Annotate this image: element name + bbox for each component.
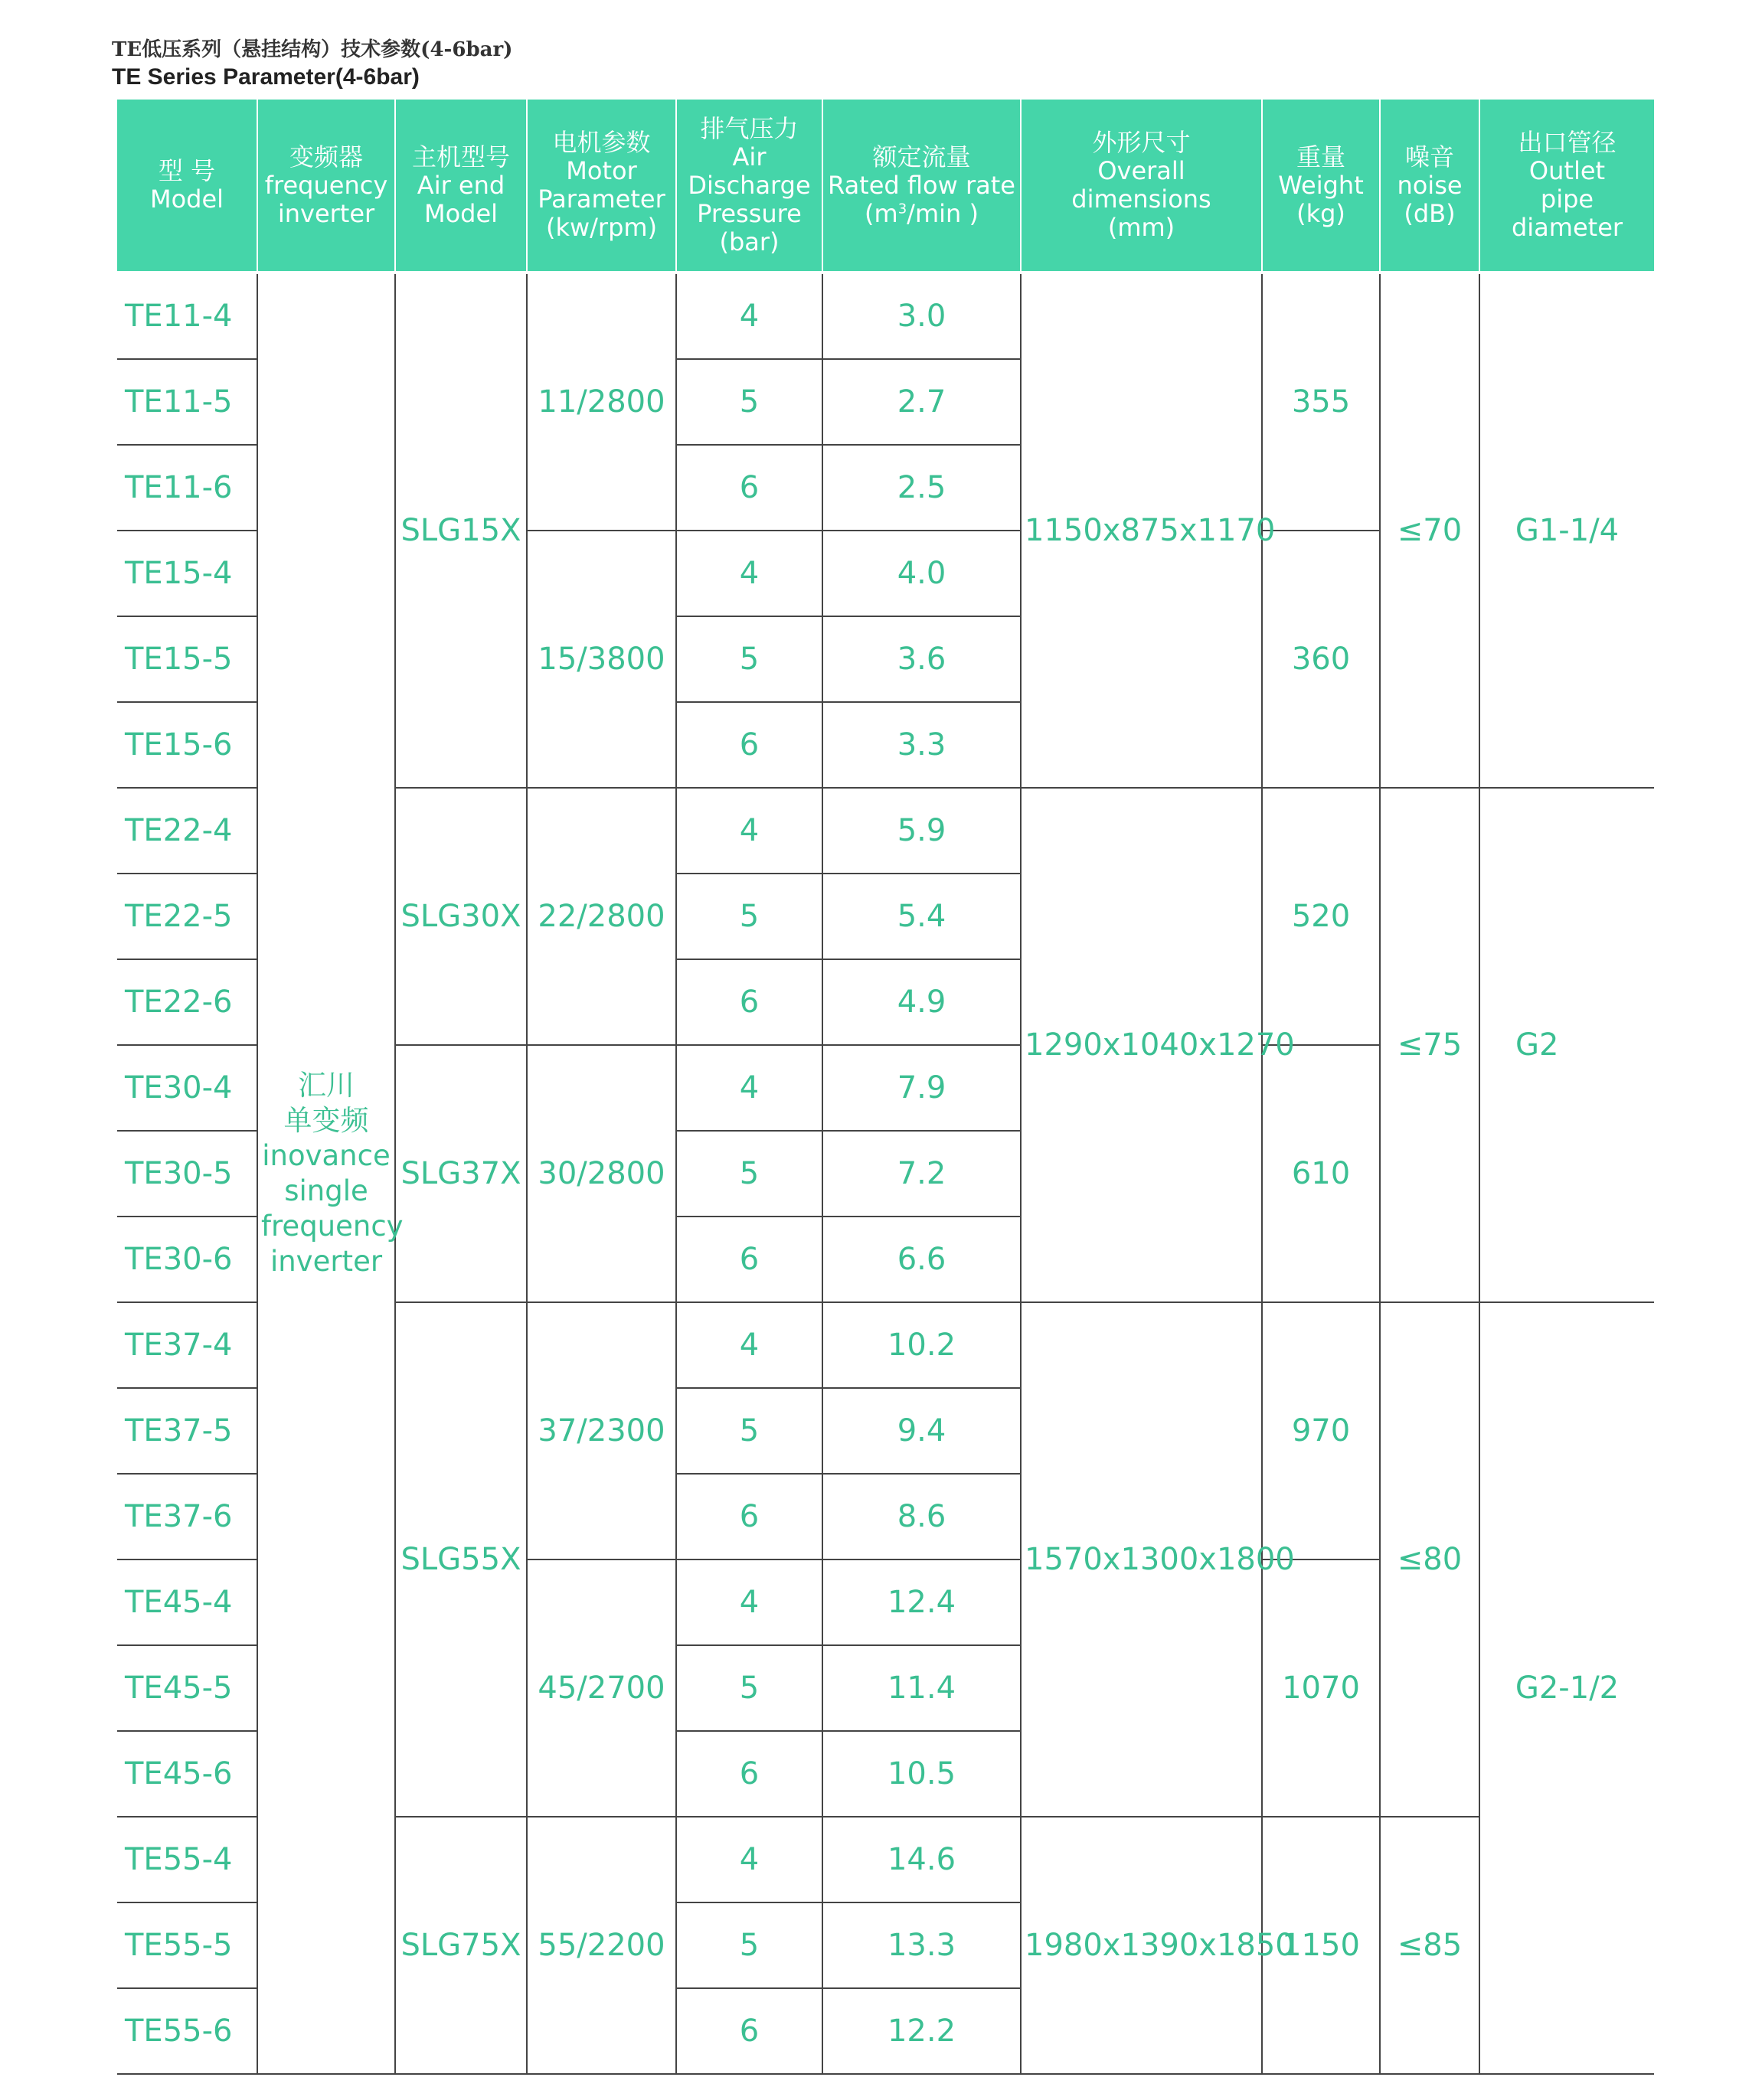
dimensions-cell: 1570x1300x1800 — [1021, 1302, 1262, 1817]
model-cell: TE22-5 — [117, 874, 257, 959]
pressure-cell: 5 — [676, 359, 822, 445]
outlet-cell: G1-1/4 — [1479, 273, 1654, 788]
noise-cell: ≤80 — [1380, 1302, 1479, 1817]
flow-cell: 10.2 — [822, 1302, 1021, 1388]
flow-cell: 12.2 — [822, 1988, 1021, 2074]
flow-cell: 11.4 — [822, 1645, 1021, 1731]
pressure-cell: 5 — [676, 616, 822, 702]
dimensions-cell: 1150x875x1170 — [1021, 273, 1262, 788]
table-row — [117, 273, 1654, 359]
noise-cell: ≤75 — [1380, 788, 1479, 1302]
air-end-cell: SLG15X — [395, 273, 527, 788]
flow-cell: 3.6 — [822, 616, 1021, 702]
outlet-cell: G2 — [1479, 788, 1654, 1302]
header-flow: 额定流量 Rated flow rate ($m^3/\min$ ) — [822, 100, 1021, 273]
pressure-cell: 5 — [676, 1388, 822, 1474]
model-cell: TE30-4 — [117, 1045, 257, 1131]
flow-cell: 10.5 — [822, 1731, 1021, 1817]
pressure-cell: 6 — [676, 1731, 822, 1817]
weight-cell: 520 — [1262, 788, 1380, 1045]
flow-cell: 14.6 — [822, 1817, 1021, 1902]
pressure-cell: 4 — [676, 1045, 822, 1131]
flow-cell: 5.4 — [822, 874, 1021, 959]
model-cell: TE37-5 — [117, 1388, 257, 1474]
model-cell: TE11-5 — [117, 359, 257, 445]
motor-cell: 37/2300 — [527, 1302, 676, 1559]
pressure-cell: 5 — [676, 874, 822, 959]
weight-cell: 970 — [1262, 1302, 1380, 1559]
pressure-cell: 6 — [676, 959, 822, 1045]
weight-cell: 1150 — [1262, 1817, 1380, 2074]
model-cell: TE45-5 — [117, 1645, 257, 1731]
parameter-table — [117, 100, 1654, 2075]
pressure-cell: 4 — [676, 531, 822, 616]
model-cell: TE15-6 — [117, 702, 257, 788]
motor-cell: 55/2200 — [527, 1817, 676, 2074]
air-end-cell: SLG37X — [395, 1045, 527, 1302]
flow-cell: 9.4 — [822, 1388, 1021, 1474]
model-cell: TE55-6 — [117, 1988, 257, 2074]
flow-cell: 3.0 — [822, 273, 1021, 359]
page-title-english: TE Series Parameter(4-6bar) — [112, 64, 420, 90]
model-cell: TE22-4 — [117, 788, 257, 874]
flow-cell: 8.6 — [822, 1474, 1021, 1559]
motor-cell: 11/2800 — [527, 273, 676, 531]
pressure-cell: 5 — [676, 1131, 822, 1217]
model-cell: TE45-6 — [117, 1731, 257, 1817]
model-cell: TE30-5 — [117, 1131, 257, 1217]
header-noise: 噪音 noise (dB) — [1380, 100, 1479, 273]
model-cell: TE11-6 — [117, 445, 257, 531]
flow-cell: 7.9 — [822, 1045, 1021, 1131]
dimensions-cell: 1980x1390x1850 — [1021, 1817, 1262, 2074]
flow-cell: 5.9 — [822, 788, 1021, 874]
pressure-cell: 6 — [676, 1988, 822, 2074]
pressure-cell: 4 — [676, 273, 822, 359]
air-end-cell: SLG55X — [395, 1302, 527, 1817]
pressure-cell: 4 — [676, 788, 822, 874]
motor-cell: 15/3800 — [527, 531, 676, 788]
weight-cell: 1070 — [1262, 1559, 1380, 1817]
pressure-cell: 6 — [676, 445, 822, 531]
outlet-cell: G2-1/2 — [1479, 1302, 1654, 2074]
pressure-cell: 5 — [676, 1645, 822, 1731]
flow-cell: 6.6 — [822, 1217, 1021, 1302]
model-cell: TE22-6 — [117, 959, 257, 1045]
header-dimensions: 外形尺寸 Overall dimensions (mm) — [1021, 100, 1262, 273]
model-cell: TE15-5 — [117, 616, 257, 702]
pressure-cell: 6 — [676, 1474, 822, 1559]
pressure-cell: 4 — [676, 1817, 822, 1902]
flow-cell: 7.2 — [822, 1131, 1021, 1217]
motor-cell: 22/2800 — [527, 788, 676, 1045]
pressure-cell: 4 — [676, 1302, 822, 1388]
pressure-cell: 6 — [676, 702, 822, 788]
flow-cell: 3.3 — [822, 702, 1021, 788]
weight-cell: 355 — [1262, 273, 1380, 531]
noise-cell: ≤70 — [1380, 273, 1479, 788]
header-pressure: 排气压力 Air Discharge Pressure (bar) — [676, 100, 822, 273]
air-end-cell: SLG75X — [395, 1817, 527, 2074]
pressure-cell: 4 — [676, 1559, 822, 1645]
air-end-cell: SLG30X — [395, 788, 527, 1045]
motor-cell: 30/2800 — [527, 1045, 676, 1302]
header-motor: 电机参数 Motor Parameter (kw/rpm) — [527, 100, 676, 273]
page-title-chinese: TE低压系列（悬挂结构）技术参数(4-6bar) — [112, 38, 513, 61]
model-cell: TE37-6 — [117, 1474, 257, 1559]
flow-cell: 13.3 — [822, 1902, 1021, 1988]
flow-cell: 12.4 — [822, 1559, 1021, 1645]
pressure-cell: 6 — [676, 1217, 822, 1302]
model-cell: TE30-6 — [117, 1217, 257, 1302]
header-outlet: 出口管径 Outlet pipe diameter — [1479, 100, 1654, 273]
motor-cell: 45/2700 — [527, 1559, 676, 1817]
header-model: 型 号 Model — [117, 100, 257, 273]
model-cell: TE15-4 — [117, 531, 257, 616]
flow-cell: 4.0 — [822, 531, 1021, 616]
pressure-cell: 5 — [676, 1902, 822, 1988]
flow-cell: 2.7 — [822, 359, 1021, 445]
flow-cell: 4.9 — [822, 959, 1021, 1045]
flow-cell: 2.5 — [822, 445, 1021, 531]
inverter-cell: 汇川 单变频 inovance single frequency inverter — [257, 273, 395, 2074]
dimensions-cell: 1290x1040x1270 — [1021, 788, 1262, 1302]
model-cell: TE37-4 — [117, 1302, 257, 1388]
header-weight: 重量 Weight (kg) — [1262, 100, 1380, 273]
model-cell: TE11-4 — [117, 273, 257, 359]
model-cell: TE45-4 — [117, 1559, 257, 1645]
model-cell: TE55-5 — [117, 1902, 257, 1988]
weight-cell: 360 — [1262, 531, 1380, 788]
header-row — [117, 100, 1654, 273]
weight-cell: 610 — [1262, 1045, 1380, 1302]
header-inverter: 变频器 frequency inverter — [257, 100, 395, 273]
header-air-end: 主机型号 Air end Model — [395, 100, 527, 273]
model-cell: TE55-4 — [117, 1817, 257, 1902]
noise-cell: ≤85 — [1380, 1817, 1479, 2074]
